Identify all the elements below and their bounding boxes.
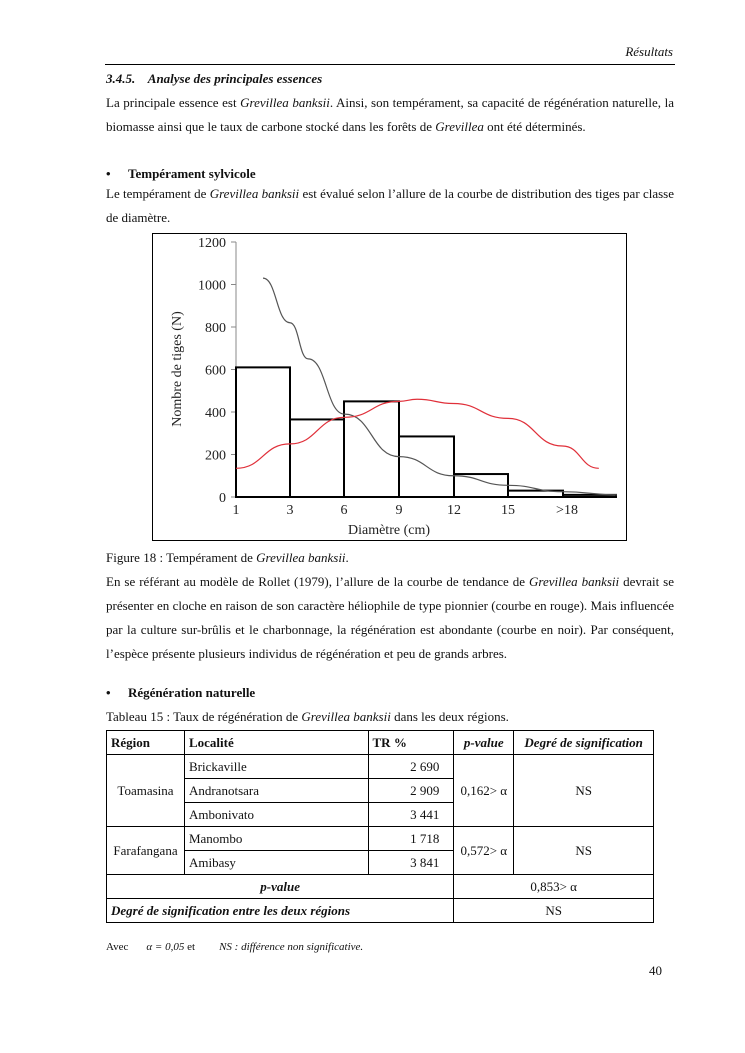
heading-text: Tempérament sylvicole [128,166,256,181]
text: et [184,941,196,953]
tr-cell: 2 690 [368,755,454,779]
table-caption [106,709,509,725]
text: La principale essence est [106,95,241,110]
pvalue-cell: 0,572> α [454,827,514,875]
y-tick-label: 600 [205,363,226,379]
signif-cell: NS [514,755,654,827]
text: . Ainsi, son tempérament, sa capacité de régénération naturelle, la biomasse ainsi que le taux de carbone stocké dans les forêts de [106,95,674,134]
header-cell: Localité [184,731,368,755]
text: devrait se présenter en cloche en raison de son caractère héliophile de type pionnier (courbe en rouge). Mais influencée par la culture sur-brûlis et le charbonnage, la régénération est abondante (courbe en noir). Par conséquent, l’espèce présente plusieurs individus de régénération et peu de grands arbres. [106,574,674,661]
diameter-distribution-chart [153,234,626,540]
tr-cell: 3 441 [368,803,454,827]
x-tick-label: 3 [286,503,294,518]
summary-label: p-value [107,875,454,899]
locality-cell: Andranotsara [184,779,368,803]
text: Figure 18 : Tempérament de [106,550,257,565]
heading-regeneration [106,685,255,701]
temperament-paragraph [106,182,674,230]
text: dans les deux régions. [390,709,509,724]
region-cell: Farafangana [107,827,185,875]
bullet-icon: • [106,685,111,700]
x-tick-label: 12 [447,503,461,518]
y-tick-label: 800 [205,321,226,336]
table-row [107,827,654,851]
x-axis-title: Diamètre (cm) [347,523,431,538]
signif-cell: NS [514,827,654,875]
x-tick-label: 15 [501,503,515,518]
species-name: Grevillea banksii [256,550,346,565]
summary-value: 0,853> α [454,875,654,899]
header-cell: Degré de signification [514,731,654,755]
pvalue-cell: 0,162> α [454,755,514,827]
locality-cell: Amibasy [184,851,368,875]
histogram-bar [454,474,508,497]
header-cell: Région [107,731,185,755]
species-name: Grevillea banksii [301,709,391,724]
bullet-icon: • [106,166,111,181]
tr-cell: 3 841 [368,851,454,875]
x-tick-label: >18 [556,503,578,518]
table-header-row [107,731,654,755]
text: Le tempérament de [106,186,210,201]
locality-cell: Ambonivato [184,803,368,827]
figure-caption [106,550,349,566]
locality-cell: Manombo [184,827,368,851]
header-cell: TR % [368,731,454,755]
chart-frame [152,233,627,541]
x-tick-label: 9 [395,503,403,518]
text: Avec [106,941,129,953]
table-row [107,755,654,779]
section-title: 3.4.5. Analyse des principales essences [106,71,323,86]
species-name: Grevillea banksii [529,574,620,589]
summary-row [107,899,654,923]
header-cell: p-value [454,731,514,755]
black-trend-curve [263,278,617,495]
species-name: Grevillea banksii [209,186,300,201]
histogram-bar [236,367,290,497]
x-tick-label: 1 [232,503,240,518]
y-tick-label: 400 [205,406,226,421]
genus-name: Grevillea [435,119,484,134]
table-footnote [106,941,363,953]
y-tick-label: 1000 [198,278,226,294]
summary-label: Degré de signification entre les deux régions [107,899,454,923]
text: est évalué selon l’allure de la courbe de distribution des tiges par classe de diamètre. [106,186,674,225]
y-tick-label: 0 [219,491,226,506]
ns-definition: NS : différence non significative. [219,941,364,953]
y-axis-title: Nombre de tiges (N) [170,311,185,427]
locality-cell: Brickaville [184,755,368,779]
y-tick-label: 1200 [198,236,226,251]
y-tick-label: 200 [205,448,226,464]
text: Tableau 15 : Taux de régénération de [106,709,302,724]
alpha-definition: α = 0,05 [146,941,185,953]
header-rule [105,64,675,65]
page-number: 40 [649,963,662,978]
intro-paragraph [106,91,674,139]
regeneration-table [106,730,654,923]
heading-text: Régénération naturelle [128,685,256,700]
species-name: Grevillea banksii [240,95,330,110]
text: . [345,550,349,565]
summary-row [107,875,654,899]
text: En se référant au modèle de Rollet (1979), l’allure de la courbe de tendance de [106,574,529,589]
region-cell: Toamasina [107,755,185,827]
interpretation-paragraph [106,570,674,666]
tr-cell: 2 909 [368,779,454,803]
heading-temperament [106,166,256,182]
tr-cell: 1 718 [368,827,454,851]
summary-value: NS [454,899,654,923]
text: ont été déterminés. [483,119,586,134]
running-header: Résultats [625,44,673,59]
x-tick-label: 6 [340,503,348,518]
